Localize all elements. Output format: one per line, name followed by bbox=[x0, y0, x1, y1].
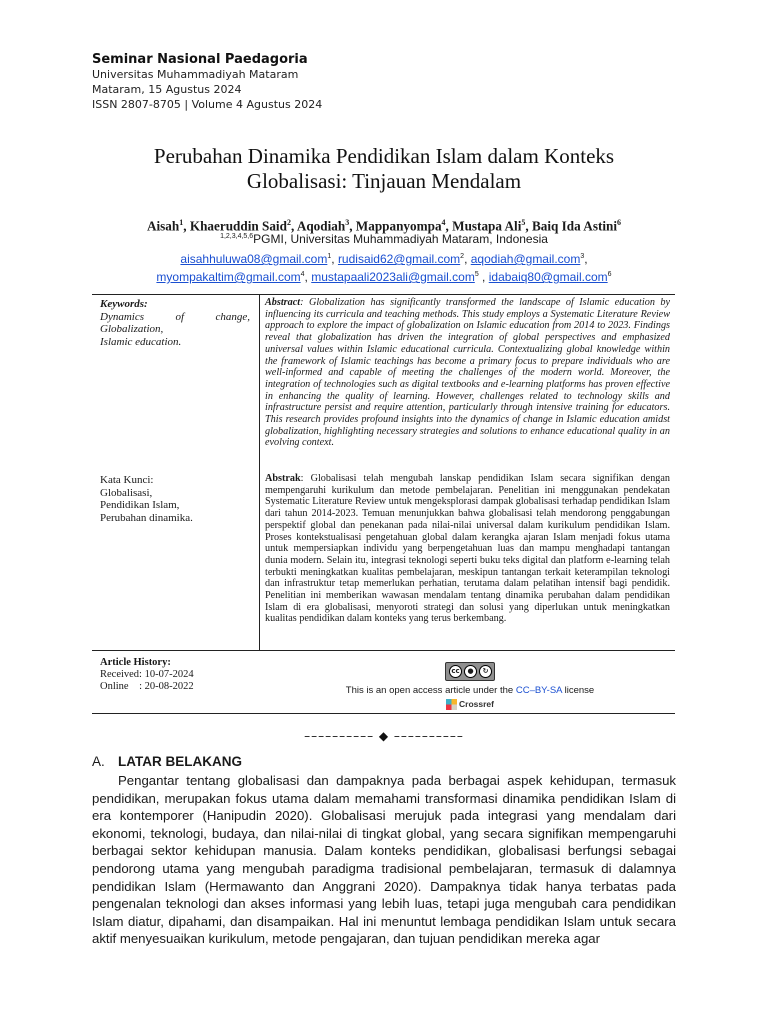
abstract-lead: Abstract bbox=[265, 297, 301, 308]
license-text bbox=[300, 685, 640, 696]
license-prefix: This is an open access article under the bbox=[345, 685, 516, 696]
keywords-english bbox=[100, 298, 250, 348]
abstract-text: : Globalization has significantly transformed the landscape of Islamic education by influencing its curricula and teaching methods. This study employs a Systematic Literature Review approach to explore the impact of globalization on Islamic education from 2014 to 2023. Findings reveal that globalization has driven the integration of global perspectives and emphasized universal values within Islamic educational curricula. Contextualizing global knowledge within the framework of Islamic teachings has become a primary focus to prepare individuals who are well-informed and capable of meeting the challenges of the modern world. Moreover, the integration of technologies such as digital textbooks and e-learning platforms has proven effective in enhancing the quality of learning. However, challenges related to technology skills and infrastructure persist and require attention, particularly through intensive training for educators. This research provides profound insights into the dynamics of change in Islamic education amidst globalization, highlighting necessary strategies and solutions to enhance educational quality in an evolving context. bbox=[265, 297, 670, 449]
body-text bbox=[92, 772, 676, 948]
email-link[interactable]: aqodiah@gmail.com bbox=[470, 252, 581, 266]
crossref-label: Crossref bbox=[459, 699, 494, 709]
journal-name: Seminar Nasional Paedagoria bbox=[92, 52, 308, 67]
email-link[interactable]: idabaiq80@gmail.com bbox=[488, 270, 608, 284]
paper-title-line-2: Globalisasi: Tinjauan Mendalam bbox=[246, 169, 522, 193]
email-link[interactable]: mustapaali2023ali@gmail.com bbox=[311, 270, 475, 284]
section-separator: –––––––––– ◆ –––––––––– bbox=[304, 729, 464, 743]
crossref-logo[interactable] bbox=[300, 699, 640, 710]
body-paragraph: Pengantar tentang globalisasi dan dampaknya pada berbagai aspek kehidupan, termasuk pendidikan, merupakan fokus utama dalam memahami transformasi dinamika pendidikan Islam di era kontemporer (Hanipudin 2020). Globalisasi merujuk pada integrasi yang mendalam dari ekonomi, teknologi, budaya, dan nilai-nilai di tingkat global, yang secara signifikan mempengaruhi berbagai sektor kehidupan manusia. Dalam konteks pendidikan, globalisasi berfungsi sebagai pendorong utama yang mengubah paradigma tradisional pembelajaran, termasuk di dalamnya pendidikan Islam (Hermawanto dan Anggrani 2020). Dampaknya tidak hanya terbatas pada pengenalan teknologi dan akses informasi yang lebih luas, tetapi juga mengubah cara pendidikan Islam diatur, dipahami, dan disampaikan. Hal ini menuntut lembaga pendidikan Islam untuk secara aktif menyesuaikan kurikulum, metode pengajaran, dan tujuan pendidikan mereka agar bbox=[92, 773, 676, 947]
sa-icon: ↻ bbox=[479, 665, 492, 678]
abstract-english bbox=[265, 297, 670, 449]
kata-kunci-heading: Kata Kunci: bbox=[100, 474, 154, 486]
email-sup: 1 bbox=[327, 253, 332, 260]
author-name: Aqodiah bbox=[296, 218, 346, 234]
cc-by-sa-badge[interactable] bbox=[445, 662, 495, 681]
keyword-item: Pendidikan Islam, bbox=[100, 499, 180, 511]
paper-title bbox=[80, 144, 688, 194]
box-bottom-rule bbox=[92, 713, 675, 714]
history-online: Online : 20-08-2022 bbox=[100, 681, 194, 692]
author-name: Khaeruddin Said bbox=[189, 218, 287, 234]
box-column-divider bbox=[259, 294, 260, 650]
abstract-indonesian bbox=[265, 473, 670, 625]
crossref-icon bbox=[446, 699, 457, 710]
email-link[interactable]: myompakaltim@gmail.com bbox=[156, 270, 301, 284]
by-icon: ● bbox=[464, 665, 477, 678]
article-history bbox=[100, 657, 194, 693]
keyword-item: Islamic education. bbox=[100, 335, 182, 348]
author-name: Mustapa Ali bbox=[452, 218, 522, 234]
journal-header bbox=[92, 52, 322, 112]
box-history-rule bbox=[92, 650, 675, 651]
keyword-item: Dynamics of change, bbox=[100, 310, 250, 323]
keywords-heading: Keywords: bbox=[100, 298, 148, 310]
author-sup: 5 bbox=[521, 218, 526, 227]
journal-university: Universitas Muhammadiyah Mataram bbox=[92, 68, 299, 81]
license-link[interactable]: CC–BY-SA bbox=[515, 685, 562, 696]
author-list: Aisah$^1$, Khaeruddin Said$^2$, Aqodiah$^3$, Mappanyompa$^4$, Mustapa Ali$^5$, Baiq Ida Astini$^6$ bbox=[146, 218, 622, 234]
license-suffix: license bbox=[561, 685, 595, 696]
email-sup: 3 bbox=[580, 253, 585, 260]
author-name: Baiq Ida Astini bbox=[531, 218, 618, 234]
journal-location-date: Mataram, 15 Agustus 2024 bbox=[92, 83, 242, 96]
affiliation-sup: 1,2,3,4,5,6 bbox=[220, 233, 254, 240]
keyword-item: Globalization, bbox=[100, 323, 164, 335]
author-name: Aisah bbox=[146, 218, 180, 234]
keyword-item: Globalisasi, bbox=[100, 486, 153, 499]
box-top-rule bbox=[92, 294, 675, 295]
section-heading bbox=[92, 754, 242, 769]
email-sup: 4 bbox=[300, 271, 305, 278]
author-sup: 1 bbox=[179, 218, 184, 227]
cc-icon: cc bbox=[449, 665, 462, 678]
email-sup: 2 bbox=[460, 253, 465, 260]
email-sup: 5 bbox=[474, 271, 479, 278]
paper-title-line-1: Perubahan Dinamika Pendidikan Islam dalam Konteks bbox=[153, 144, 615, 168]
history-received: Received: 10-07-2024 bbox=[100, 669, 194, 680]
author-emails: aisahhuluwa08@gmail.com$^1$, rudisaid62@gmail.com$^2$, aqodiah@gmail.com$^3$, myompakaltim@gmail.com$^4$, mustapaali2023ali@gmail.com$^5$ , idabaiq80@gmail.com$^6$ bbox=[156, 252, 612, 284]
license-block bbox=[300, 662, 640, 710]
history-heading: Article History: bbox=[100, 657, 171, 668]
journal-issn-volume: ISSN 2807-8705 | Volume 4 Agustus 2024 bbox=[92, 98, 323, 111]
affiliation-text: PGMI, Universitas Muhammadiyah Mataram, Indonesia bbox=[253, 232, 548, 246]
abstrak-text: : Globalisasi telah mengubah lanskap pendidikan Islam secara signifikan dengan mempengaruhi kurikulum dan metode pembelajaran. Penelitian ini menggunakan pendekatan Systematic Literature Review untuk mengeksplorasi dampak globalisasi terhadap pendidikan Islam dari tahun 2014-2023. Temuan menunjukkan bahwa globalisasi telah mendorong penggabungan perspektif global dan penekanan pada nilai-nilai universal dalam kurikulum pendidikan Islam. Proses kontekstualisasi pengetahuan global dalam kerangka ajaran Islam menjadi fokus utama untuk mempersiapkan individu yang berpengetahuan luas dan mampu menghadapi tantangan dunia modern. Selain itu, integrasi teknologi seperti buku teks digital dan platform e-learning telah terbukti meningkatkan kualitas pembelajaran, meskipun tantangan terkait keterampilan teknologi dan infrastruktur tetap memerlukan perhatian, terutama dalam pelatihan intensif bagi pendidik. Penelitian ini memberikan wawasan mendalam tentang dinamika perubahan dalam pendidikan Islam di era globalisasi, menyoroti strategi dan solusi yang diperlukan untuk meningkatkan kualitas pendidikan dalam konteks yang terus berkembang. bbox=[265, 473, 670, 625]
email-link[interactable]: rudisaid62@gmail.com bbox=[337, 252, 461, 266]
email-link[interactable]: aisahhuluwa08@gmail.com bbox=[180, 252, 328, 266]
author-sup: 4 bbox=[441, 218, 446, 227]
author-sup: 2 bbox=[286, 218, 291, 227]
author-sup: 6 bbox=[617, 218, 622, 227]
author-sup: 3 bbox=[345, 218, 350, 227]
keywords-indonesian bbox=[100, 474, 250, 524]
abstrak-lead: Abstrak bbox=[265, 473, 301, 484]
email-sup: 6 bbox=[607, 271, 612, 278]
section-title: LATAR BELAKANG bbox=[118, 754, 242, 769]
section-number: A. bbox=[92, 754, 105, 769]
affiliation bbox=[60, 232, 708, 246]
keyword-item: Perubahan dinamika. bbox=[100, 511, 193, 524]
author-name: Mappanyompa bbox=[355, 218, 442, 234]
